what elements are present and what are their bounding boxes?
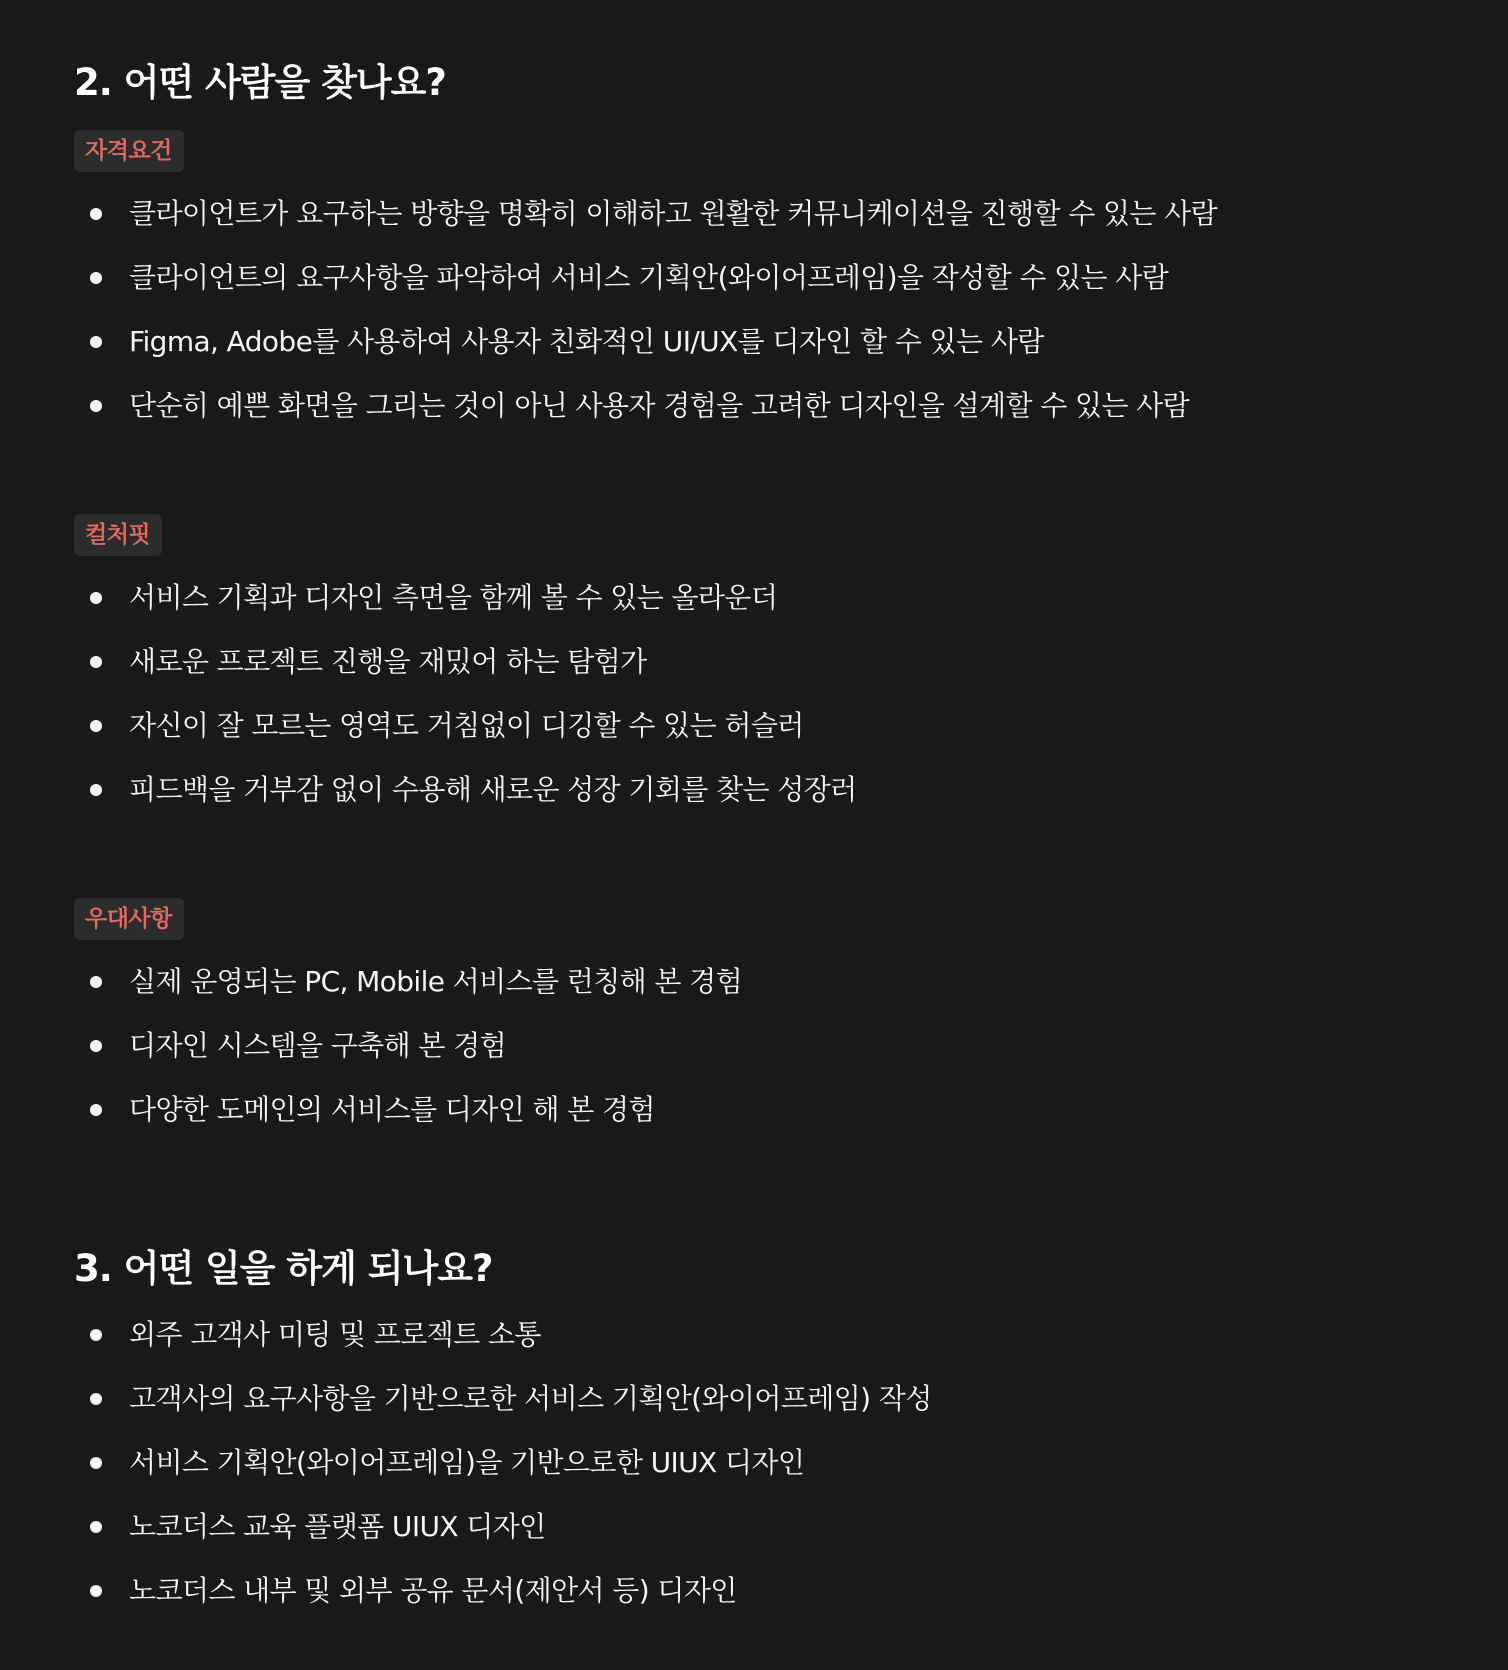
list-item-text: 다양한 도메인의 서비스를 디자인 해 본 경험 (129, 1093, 655, 1126)
bullet-icon (90, 1104, 102, 1116)
bullet-icon (90, 400, 102, 412)
culture-fit-tag: 컬처핏 (74, 514, 162, 556)
list-item (74, 1014, 742, 1078)
list-item-text: 고객사의 요구사항을 기반으로한 서비스 기획안(와이어프레임) 작성 (129, 1382, 932, 1415)
list-item-text: 클라이언트의 요구사항을 파악하여 서비스 기획안(와이어프레임)을 작성할 수 있는 사람 (129, 261, 1169, 294)
section-3-heading: 3. 어떤 일을 하게 되나요? (74, 1247, 493, 1290)
list-item (74, 310, 1217, 374)
bullet-icon (90, 336, 102, 348)
list-item (74, 1367, 932, 1431)
list-item (74, 1559, 932, 1623)
bullet-icon (90, 1521, 102, 1533)
list-item-text: 노코더스 내부 및 외부 공유 문서(제안서 등) 디자인 (129, 1574, 737, 1607)
list-item-text: 피드백을 거부감 없이 수용해 새로운 성장 기회를 찾는 성장러 (129, 773, 857, 806)
list-item (74, 566, 857, 630)
bullet-icon (90, 1040, 102, 1052)
list-item-text: 단순히 예쁜 화면을 그리는 것이 아닌 사용자 경험을 고려한 디자인을 설계할 수 있는 사람 (129, 389, 1190, 422)
list-item (74, 246, 1217, 310)
preferred-list (74, 950, 742, 1142)
list-item (74, 694, 857, 758)
list-item-text: 서비스 기획과 디자인 측면을 함께 볼 수 있는 올라운더 (129, 581, 778, 614)
bullet-icon (90, 208, 102, 220)
bullet-icon (90, 272, 102, 284)
list-item-text: 디자인 시스템을 구축해 본 경험 (129, 1029, 507, 1062)
list-item-text: 노코더스 교육 플랫폼 UIUX 디자인 (129, 1510, 546, 1543)
list-item-text: 새로운 프로젝트 진행을 재밌어 하는 탐험가 (129, 645, 647, 678)
list-item-text: 서비스 기획안(와이어프레임)을 기반으로한 UIUX 디자인 (129, 1446, 805, 1479)
section-3-list (74, 1303, 932, 1623)
bullet-icon (90, 720, 102, 732)
culture-fit-list (74, 566, 857, 822)
bullet-icon (90, 976, 102, 988)
bullet-icon (90, 656, 102, 668)
list-item (74, 374, 1217, 438)
bullet-icon (90, 784, 102, 796)
list-item-text: Figma, Adobe를 사용하여 사용자 친화적인 UI/UX를 디자인 할 수 있는 사람 (129, 325, 1044, 358)
bullet-icon (90, 1329, 102, 1341)
bullet-icon (90, 1457, 102, 1469)
qualifications-list (74, 182, 1217, 438)
list-item-text: 외주 고객사 미팅 및 프로젝트 소통 (129, 1318, 541, 1351)
list-item (74, 1431, 932, 1495)
list-item (74, 950, 742, 1014)
list-item-text: 자신이 잘 모르는 영역도 거침없이 디깅할 수 있는 허슬러 (129, 709, 804, 742)
qualifications-tag: 자격요건 (74, 130, 184, 172)
preferred-tag: 우대사항 (74, 898, 184, 940)
section-2-heading: 2. 어떤 사람을 찾나요? (74, 61, 446, 104)
list-item (74, 1303, 932, 1367)
bullet-icon (90, 1393, 102, 1405)
bullet-icon (90, 1585, 102, 1597)
list-item (74, 182, 1217, 246)
list-item-text: 클라이언트가 요구하는 방향을 명확히 이해하고 원활한 커뮤니케이션을 진행할 수 있는 사람 (129, 197, 1218, 230)
list-item (74, 1495, 932, 1559)
list-item (74, 1078, 742, 1142)
bullet-icon (90, 592, 102, 604)
list-item (74, 758, 857, 822)
list-item-text: 실제 운영되는 PC, Mobile 서비스를 런칭해 본 경험 (129, 965, 743, 998)
list-item (74, 630, 857, 694)
